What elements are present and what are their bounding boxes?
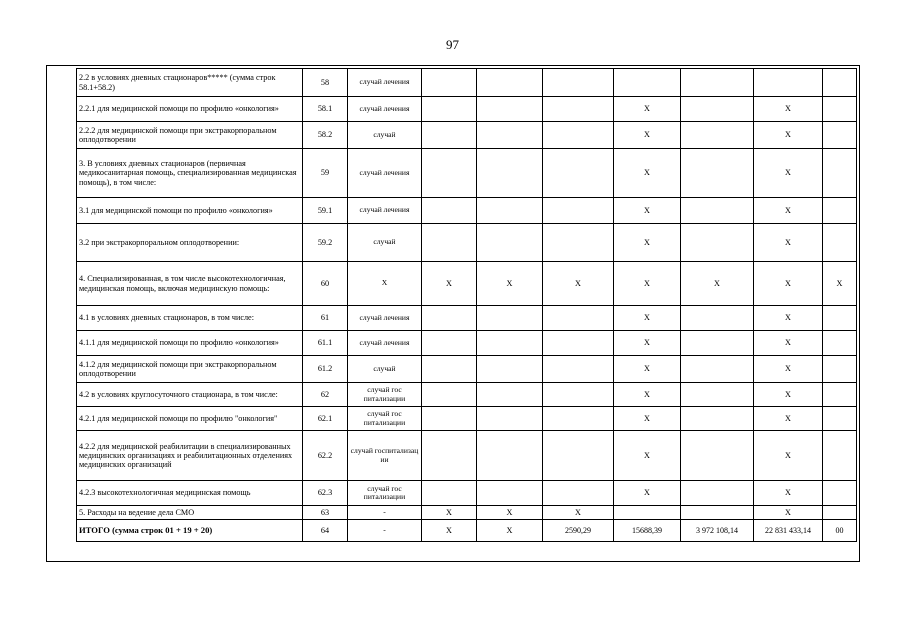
row-cell: Х xyxy=(754,262,823,306)
row-cell xyxy=(422,97,477,122)
row-cell xyxy=(422,149,477,198)
total-amount: 15688,39 xyxy=(614,520,681,542)
row-cell xyxy=(681,481,754,506)
row-cell xyxy=(823,506,857,520)
row-cell: Х xyxy=(614,198,681,224)
total-amount: 3 972 108,14 xyxy=(681,520,754,542)
table-row xyxy=(77,407,857,431)
row-cell: Х xyxy=(422,262,477,306)
row-code: 63 xyxy=(303,506,348,520)
row-unit: случай лечения xyxy=(348,198,422,224)
table-row xyxy=(77,431,857,481)
table-row xyxy=(77,69,857,97)
table-row xyxy=(77,331,857,356)
row-cell xyxy=(681,224,754,262)
row-cell xyxy=(477,149,543,198)
row-cell: Х xyxy=(754,97,823,122)
total-amount: 2590,29 xyxy=(543,520,614,542)
row-unit: случай лечения xyxy=(348,69,422,97)
row-cell xyxy=(823,97,857,122)
table-row xyxy=(77,149,857,198)
row-cell: Х xyxy=(614,331,681,356)
row-cell xyxy=(543,481,614,506)
table-row xyxy=(77,224,857,262)
row-cell xyxy=(543,356,614,383)
row-cell xyxy=(681,198,754,224)
table-row xyxy=(77,122,857,149)
row-cell xyxy=(477,356,543,383)
row-cell xyxy=(543,149,614,198)
row-cell xyxy=(543,198,614,224)
row-cell xyxy=(477,331,543,356)
row-cell xyxy=(477,224,543,262)
row-name: 2.2.2 для медицинской помощи при экстракорпоральном оплодотворении xyxy=(77,122,303,149)
table-row xyxy=(77,97,857,122)
row-code: 62.2 xyxy=(303,431,348,481)
table-row xyxy=(77,383,857,407)
row-cell: Х xyxy=(754,198,823,224)
row-cell xyxy=(614,506,681,520)
row-cell xyxy=(823,431,857,481)
row-unit: случай xyxy=(348,356,422,383)
row-cell xyxy=(477,431,543,481)
row-cell: Х xyxy=(614,407,681,431)
row-name: 3. В условиях дневных стационаров (первичная медикосанитарная помощь, специализированная медицинская помощь), в том числе: xyxy=(77,149,303,198)
row-cell xyxy=(422,383,477,407)
row-cell: Х xyxy=(614,97,681,122)
row-name: 4.1.2 для медицинской помощи при экстракорпоральном оплодотворении xyxy=(77,356,303,383)
row-cell xyxy=(422,331,477,356)
row-name: 4.2.2 для медицинской реабилитации в специализированных медицинских организациях и реабилитационных отделениях медицинских организаций xyxy=(77,431,303,481)
row-cell xyxy=(823,407,857,431)
row-cell: Х xyxy=(754,506,823,520)
row-cell xyxy=(614,69,681,97)
row-name: 4.1.1 для медицинской помощи по профилю «онкология» xyxy=(77,331,303,356)
row-unit: случай госпитализац ии xyxy=(348,431,422,481)
row-cell xyxy=(543,306,614,331)
row-code: 58.2 xyxy=(303,122,348,149)
row-cell xyxy=(422,122,477,149)
row-name: 4.1 в условиях дневных стационаров, в том числе: xyxy=(77,306,303,331)
row-cell: Х xyxy=(754,481,823,506)
row-unit: Х xyxy=(348,262,422,306)
total-code: 64 xyxy=(303,520,348,542)
row-unit: случай лечения xyxy=(348,306,422,331)
row-cell xyxy=(681,69,754,97)
row-cell: Х xyxy=(754,331,823,356)
row-cell xyxy=(422,306,477,331)
total-row xyxy=(77,520,857,542)
row-cell: Х xyxy=(754,122,823,149)
row-cell xyxy=(477,407,543,431)
row-cell xyxy=(823,198,857,224)
row-unit: - xyxy=(348,506,422,520)
row-cell xyxy=(681,122,754,149)
row-cell: Х xyxy=(614,356,681,383)
row-cell xyxy=(823,383,857,407)
row-cell xyxy=(422,224,477,262)
row-cell xyxy=(543,224,614,262)
row-cell: Х xyxy=(422,506,477,520)
row-unit: случай лечения xyxy=(348,97,422,122)
row-cell: Х xyxy=(754,306,823,331)
row-cell: Х xyxy=(754,149,823,198)
row-cell xyxy=(681,97,754,122)
row-cell xyxy=(477,97,543,122)
row-cell: Х xyxy=(823,262,857,306)
row-unit: случай гос питализации xyxy=(348,407,422,431)
row-cell xyxy=(681,356,754,383)
row-cell: Х xyxy=(614,481,681,506)
row-cell xyxy=(477,69,543,97)
row-name: 3.1 для медицинской помощи по профилю «онкология» xyxy=(77,198,303,224)
row-cell: Х xyxy=(543,506,614,520)
row-cell: Х xyxy=(614,149,681,198)
row-cell xyxy=(823,224,857,262)
row-cell xyxy=(754,69,823,97)
row-code: 59.1 xyxy=(303,198,348,224)
row-cell xyxy=(477,306,543,331)
row-cell xyxy=(823,69,857,97)
row-code: 59 xyxy=(303,149,348,198)
row-cell: Х xyxy=(754,407,823,431)
row-cell xyxy=(823,306,857,331)
row-code: 60 xyxy=(303,262,348,306)
row-cell: Х xyxy=(614,122,681,149)
total-amount: 00 xyxy=(823,520,857,542)
row-cell: Х xyxy=(477,506,543,520)
row-cell xyxy=(681,383,754,407)
row-unit: случай гос питализации xyxy=(348,481,422,506)
row-code: 62.3 xyxy=(303,481,348,506)
row-code: 61.1 xyxy=(303,331,348,356)
row-cell xyxy=(422,481,477,506)
row-cell xyxy=(681,407,754,431)
row-cell xyxy=(823,122,857,149)
row-unit: случай xyxy=(348,224,422,262)
row-cell xyxy=(477,198,543,224)
row-cell xyxy=(681,331,754,356)
row-name: 2.2 в условиях дневных стационаров***** (сумма строк 58.1+58.2) xyxy=(77,69,303,97)
total-cell: Х xyxy=(477,520,543,542)
row-cell xyxy=(681,506,754,520)
row-cell xyxy=(681,149,754,198)
report-table xyxy=(76,68,857,542)
row-name: 2.2.1 для медицинской помощи по профилю «онкология» xyxy=(77,97,303,122)
row-cell xyxy=(543,331,614,356)
row-cell: Х xyxy=(754,431,823,481)
row-cell: Х xyxy=(614,383,681,407)
row-name: 4.2 в условиях круглосуточного стационара, в том числе: xyxy=(77,383,303,407)
row-code: 61 xyxy=(303,306,348,331)
row-cell xyxy=(681,306,754,331)
total-amount: 22 831 433,14 xyxy=(754,520,823,542)
row-cell xyxy=(422,431,477,481)
row-unit: случай xyxy=(348,122,422,149)
row-cell xyxy=(681,431,754,481)
table-row xyxy=(77,356,857,383)
row-cell xyxy=(543,431,614,481)
row-code: 58.1 xyxy=(303,97,348,122)
row-code: 59.2 xyxy=(303,224,348,262)
table-row xyxy=(77,306,857,331)
row-cell: Х xyxy=(543,262,614,306)
row-cell: Х xyxy=(614,306,681,331)
total-unit: - xyxy=(348,520,422,542)
row-cell xyxy=(823,356,857,383)
row-cell: Х xyxy=(681,262,754,306)
row-name: 4.2.1 для медицинской помощи по профилю "онкология" xyxy=(77,407,303,431)
row-cell xyxy=(422,407,477,431)
row-cell: Х xyxy=(754,383,823,407)
row-name: 5. Расходы на ведение дела СМО xyxy=(77,506,303,520)
row-code: 62.1 xyxy=(303,407,348,431)
table-row xyxy=(77,506,857,520)
row-cell: Х xyxy=(754,224,823,262)
total-cell: Х xyxy=(422,520,477,542)
table-row xyxy=(77,198,857,224)
row-cell: Х xyxy=(754,356,823,383)
row-unit: случай гос питализации xyxy=(348,383,422,407)
row-code: 62 xyxy=(303,383,348,407)
row-cell xyxy=(543,97,614,122)
total-name: ИТОГО (сумма строк 01 + 19 + 20) xyxy=(77,520,303,542)
row-cell xyxy=(422,69,477,97)
row-cell xyxy=(543,383,614,407)
row-cell xyxy=(543,407,614,431)
row-cell xyxy=(477,122,543,149)
row-code: 58 xyxy=(303,69,348,97)
row-cell: Х xyxy=(477,262,543,306)
row-name: 4.2.3 высокотехнологичная медицинская помощь xyxy=(77,481,303,506)
row-cell xyxy=(823,481,857,506)
row-cell xyxy=(543,69,614,97)
row-unit: случай лечения xyxy=(348,149,422,198)
row-cell xyxy=(477,383,543,407)
row-name: 4. Специализированная, в том числе высокотехнологичная, медицинская помощь, включая медицинскую помощь: xyxy=(77,262,303,306)
row-cell: Х xyxy=(614,262,681,306)
row-cell xyxy=(422,198,477,224)
row-cell xyxy=(477,481,543,506)
table-row xyxy=(77,481,857,506)
row-cell xyxy=(823,149,857,198)
row-cell xyxy=(543,122,614,149)
row-code: 61.2 xyxy=(303,356,348,383)
row-cell: Х xyxy=(614,224,681,262)
row-cell xyxy=(823,331,857,356)
row-name: 3.2 при экстракорпоральном оплодотворении: xyxy=(77,224,303,262)
row-cell: Х xyxy=(614,431,681,481)
row-unit: случай лечения xyxy=(348,331,422,356)
page-number: 97 xyxy=(446,37,459,52)
table-row xyxy=(77,262,857,306)
row-cell xyxy=(422,356,477,383)
